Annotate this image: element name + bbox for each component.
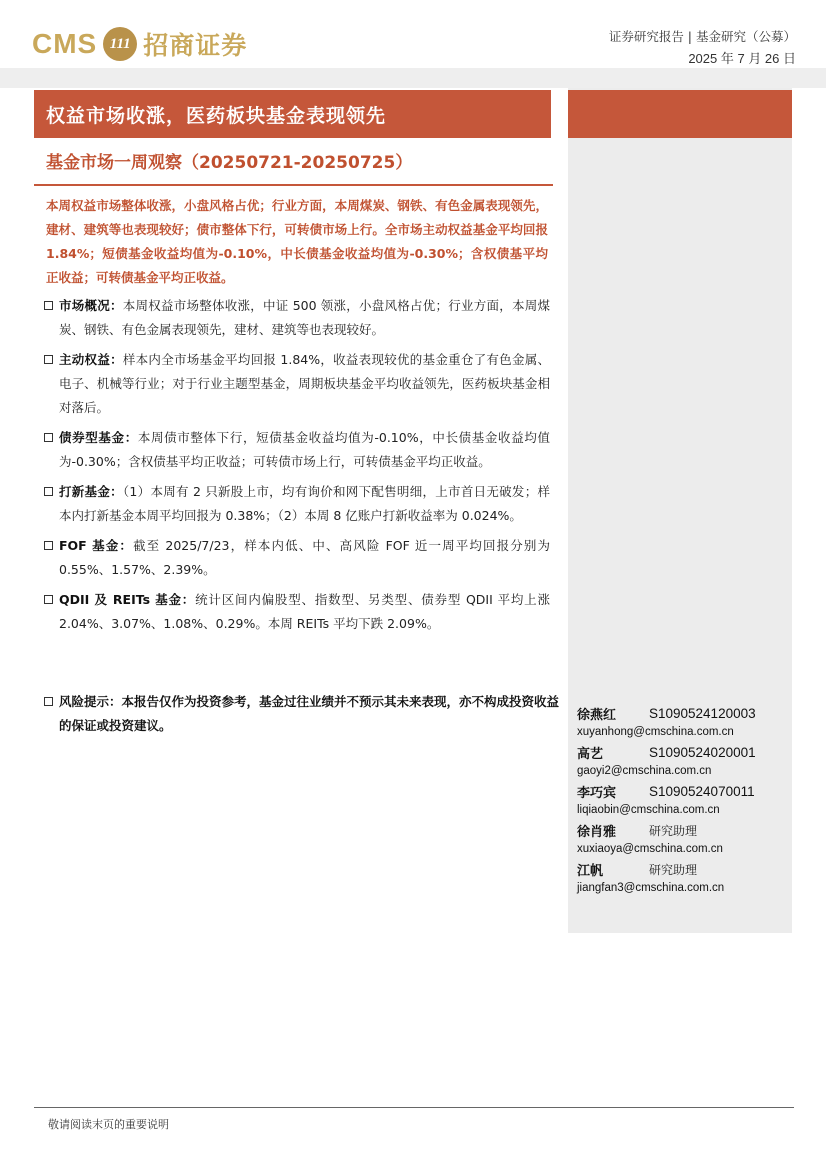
analyst-email[interactable]: xuxiaoya@cmschina.com.cn [577,843,723,855]
report-title: 权益市场收涨，医药板块基金表现领先 [46,104,387,127]
bullet-bond-funds [44,426,550,474]
title-divider [34,184,553,186]
report-date: 2025 年 7 月 26 日 [688,51,796,66]
analyst-role: 研究助理 [649,823,698,838]
checkbox-bullet-icon [44,697,53,706]
bullet-label: FOF 基金： [59,538,134,553]
analyst-entry [577,859,787,898]
checkbox-bullet-icon [44,595,53,604]
analyst-name: 江帆 [577,863,604,879]
bullet-label: 主动权益： [59,352,123,367]
bullet-text: （1）本周有 2 只新股上市，均有询价和网下配售明细，上市首日无破发；样本内打新基金本周平均回报为 0.38%；（2）本周 8 亿账户打新收益率为 0.024%。 [59,484,550,523]
analyst-cert-id: S1090524070011 [649,783,755,799]
bullet-label: 打新基金： [59,484,123,499]
checkbox-bullet-icon [44,541,53,550]
title-bar [34,90,551,138]
bullet-label: 市场概况： [59,298,123,313]
analyst-email[interactable]: gaoyi2@cmschina.com.cn [577,765,712,777]
brand-logo [32,22,247,66]
bullet-label: 债券型基金： [59,430,138,445]
analyst-cert-id: S1090524020001 [649,744,756,760]
analyst-entry [577,742,787,781]
checkbox-bullet-icon [44,487,53,496]
bullet-qdii-reits [44,588,550,636]
analyst-entry [577,781,787,820]
header-band [0,68,826,88]
bullet-active-equity [44,348,550,420]
logo-seal-icon: 111 [103,27,137,61]
analyst-email[interactable]: jiangfan3@cmschina.com.cn [577,882,725,894]
bullet-text: 截至 2025/7/23，样本内低、中、高风险 FOF 近一周平均回报分别为 0.55%、1.57%、2.39%。 [59,538,551,577]
bullet-list [44,294,550,642]
analyst-name: 徐燕红 [577,707,617,723]
bullet-ipo-funds [44,480,550,528]
risk-warning [44,690,569,738]
bullet-label: QDII 及 REITs 基金： [59,592,196,607]
report-meta [609,26,796,70]
analyst-name: 徐肖雅 [577,824,617,840]
bullet-text: 统计区间内偏股型、指数型、另类型、债券型 QDII 平均上涨 2.04%、3.07%、1.08%、0.29%。本周 REITs 平均下跌 2.09%。 [59,592,550,631]
report-category: 证券研究报告 | 基金研究（公募） [608,29,796,44]
checkbox-bullet-icon [44,433,53,442]
bullet-text: 本周债市整体下行，短债基金收益均值为-0.10%，中长债基金收益均值为-0.30%；含权债基平均正收益；可转债市场上行，可转债基金平均正收益。 [59,430,550,469]
analyst-cert-id: S1090524120003 [649,705,756,721]
analyst-list [577,703,787,898]
analyst-name: 李巧宾 [577,785,617,801]
logo-chinese-text: 招商证券 [143,31,248,60]
bullet-fof-funds [44,534,550,582]
checkbox-bullet-icon [44,301,53,310]
analyst-email[interactable]: xuyanhong@cmschina.com.cn [577,726,734,738]
logo-cms-text: CMS [32,28,98,59]
bullet-market-overview [44,294,550,342]
analyst-role: 研究助理 [649,862,698,877]
analyst-entry [577,703,787,742]
analyst-name: 高艺 [577,746,604,762]
bullet-text: 样本内全市场基金平均回报 1.84%，收益表现较优的基金重仓了有色金属、电子、机械等行业；对于行业主题型基金，周期板块基金平均收益领先，医药板块基金相对落后。 [59,352,550,415]
summary-paragraph: 本周权益市场整体收涨，小盘风格占优；行业方面，本周煤炭、钢铁、有色金属表现领先，建材、建筑等也表现较好；债市整体下行，可转债市场上行。全市场主动权益基金平均回报 1.84%；短债基金收益均值为-0.10%，中长债基金收益均值为-0.30%；含权债基平均正收益；可转债基金平均正收益。 [46,198,548,285]
checkbox-bullet-icon [44,355,53,364]
footer-divider [34,1107,794,1108]
report-subtitle: 基金市场一周观察（20250721-20250725） [46,153,413,173]
risk-text: 风险提示：本报告仅作为投资参考，基金过往业绩并不预示其未来表现，亦不构成投资收益的保证或投资建议。 [59,694,560,733]
sidebar-header-bar [568,90,792,138]
analyst-email[interactable]: liqiaobin@cmschina.com.cn [577,804,720,816]
footer-note: 敬请阅读末页的重要说明 [48,1118,169,1131]
analyst-entry [577,820,787,859]
bullet-text: 本周权益市场整体收涨，中证 500 领涨，小盘风格占优；行业方面，本周煤炭、钢铁、有色金属表现领先，建材、建筑等也表现较好。 [59,298,550,337]
